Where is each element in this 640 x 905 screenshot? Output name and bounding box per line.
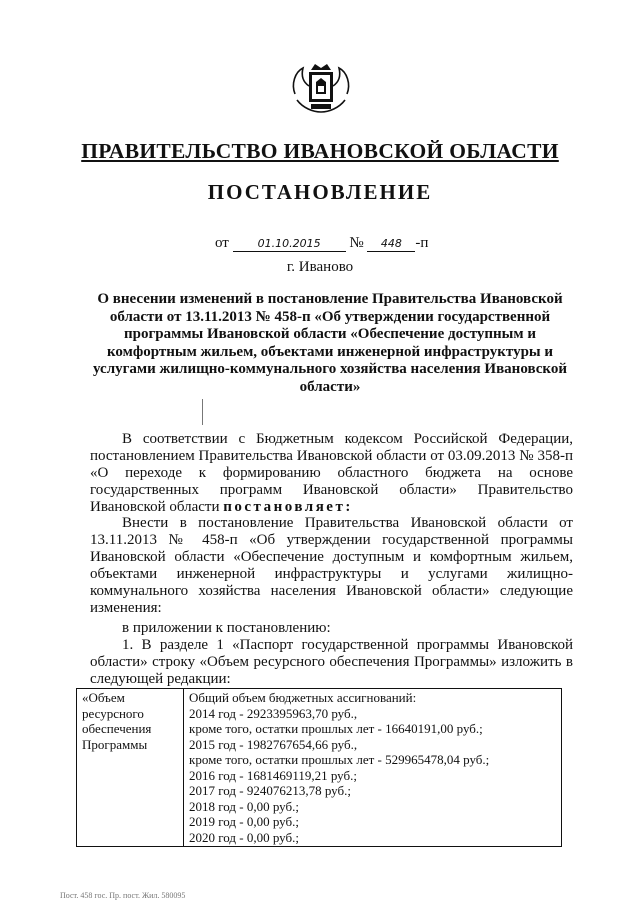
margin-mark	[202, 399, 203, 425]
paragraph-amend: Внести в постановление Правительства Ивановской области от 13.11.2013 № 458-п «Об утверждении государственной программы Ивановской области «Обеспечение доступным и комфортным жильем, объектами инженерной инфраструктуры и услугами жилищно-коммунального хозяйства населения Ивановской области» следующие изменения:	[90, 515, 573, 616]
table-label-cell: «Объем ресурсного обеспечения Программы	[77, 689, 184, 847]
table-value-cell	[184, 689, 562, 847]
paragraph-preamble	[90, 431, 573, 516]
date-number-line	[215, 235, 428, 252]
decree-keyword: постановляет:	[223, 499, 353, 515]
table-line: 2015 год - 1982767654,66 руб.,	[189, 736, 358, 752]
footer-note: Пост. 458 гос. Пр. пост. Жил. 580095	[60, 891, 186, 900]
document-heading: О внесении изменений в постановление Правительства Ивановской области от 13.11.2013 № 458-п «Об утверждении государственной программы Ивановской области «Обеспечение доступным и комфортным жильем, объектами инженерной инфраструктуры и услугами жилищно-коммунального хозяйства населения Ивановской области»	[93, 291, 567, 395]
resource-table	[76, 688, 562, 847]
document-type: ПОСТАНОВЛЕНИЕ	[207, 180, 433, 204]
table-line: 2017 год - 924076213,78 руб.;	[189, 783, 351, 798]
table-line: 2018 год - 0,00 руб.;	[189, 798, 299, 814]
number-prefix: №	[349, 235, 364, 251]
number-value: 448	[367, 237, 415, 252]
number-suffix: -п	[415, 235, 429, 251]
table-line: 2016 год - 1681469119,21 руб.;	[189, 767, 357, 783]
paragraph-section: 1. В разделе 1 «Паспорт государственной программы Ивановской области» строку «Объем ресурсного обеспечения Программы» изложить в следующей редакции:	[90, 637, 573, 687]
paragraph-appendix: в приложении к постановлению:	[122, 620, 331, 636]
table-line: 2014 год - 2923395963,70 руб.,	[189, 705, 358, 721]
date-prefix: от	[215, 235, 229, 251]
government-title: ПРАВИТЕЛЬСТВО ИВАНОВСКОЙ ОБЛАСТИ	[81, 139, 559, 163]
table-line: 2020 год - 0,00 руб.;	[189, 829, 299, 845]
table-row	[77, 689, 562, 847]
preamble-text: В соответствии с Бюджетным кодексом Российской Федерации, постановлением Правительства Ивановской области от 03.09.2013 № 358-п «О переходе к формированию областного бюджета на основе государственных программ Ивановской области» Правительство Ивановской области	[90, 431, 573, 515]
table-line: кроме того, остатки прошлых лет - 16640191,00 руб.;	[189, 721, 483, 736]
table-line: 2019 год - 0,00 руб.;	[189, 814, 299, 829]
city: г. Иваново	[286, 259, 354, 275]
table-line: кроме того, остатки прошлых лет - 529965478,04 руб.;	[189, 752, 490, 767]
date-value: 01.10.2015	[233, 237, 346, 252]
table-line: Общий объем бюджетных ассигнований:	[189, 690, 417, 705]
coat-of-arms-icon	[289, 60, 353, 116]
